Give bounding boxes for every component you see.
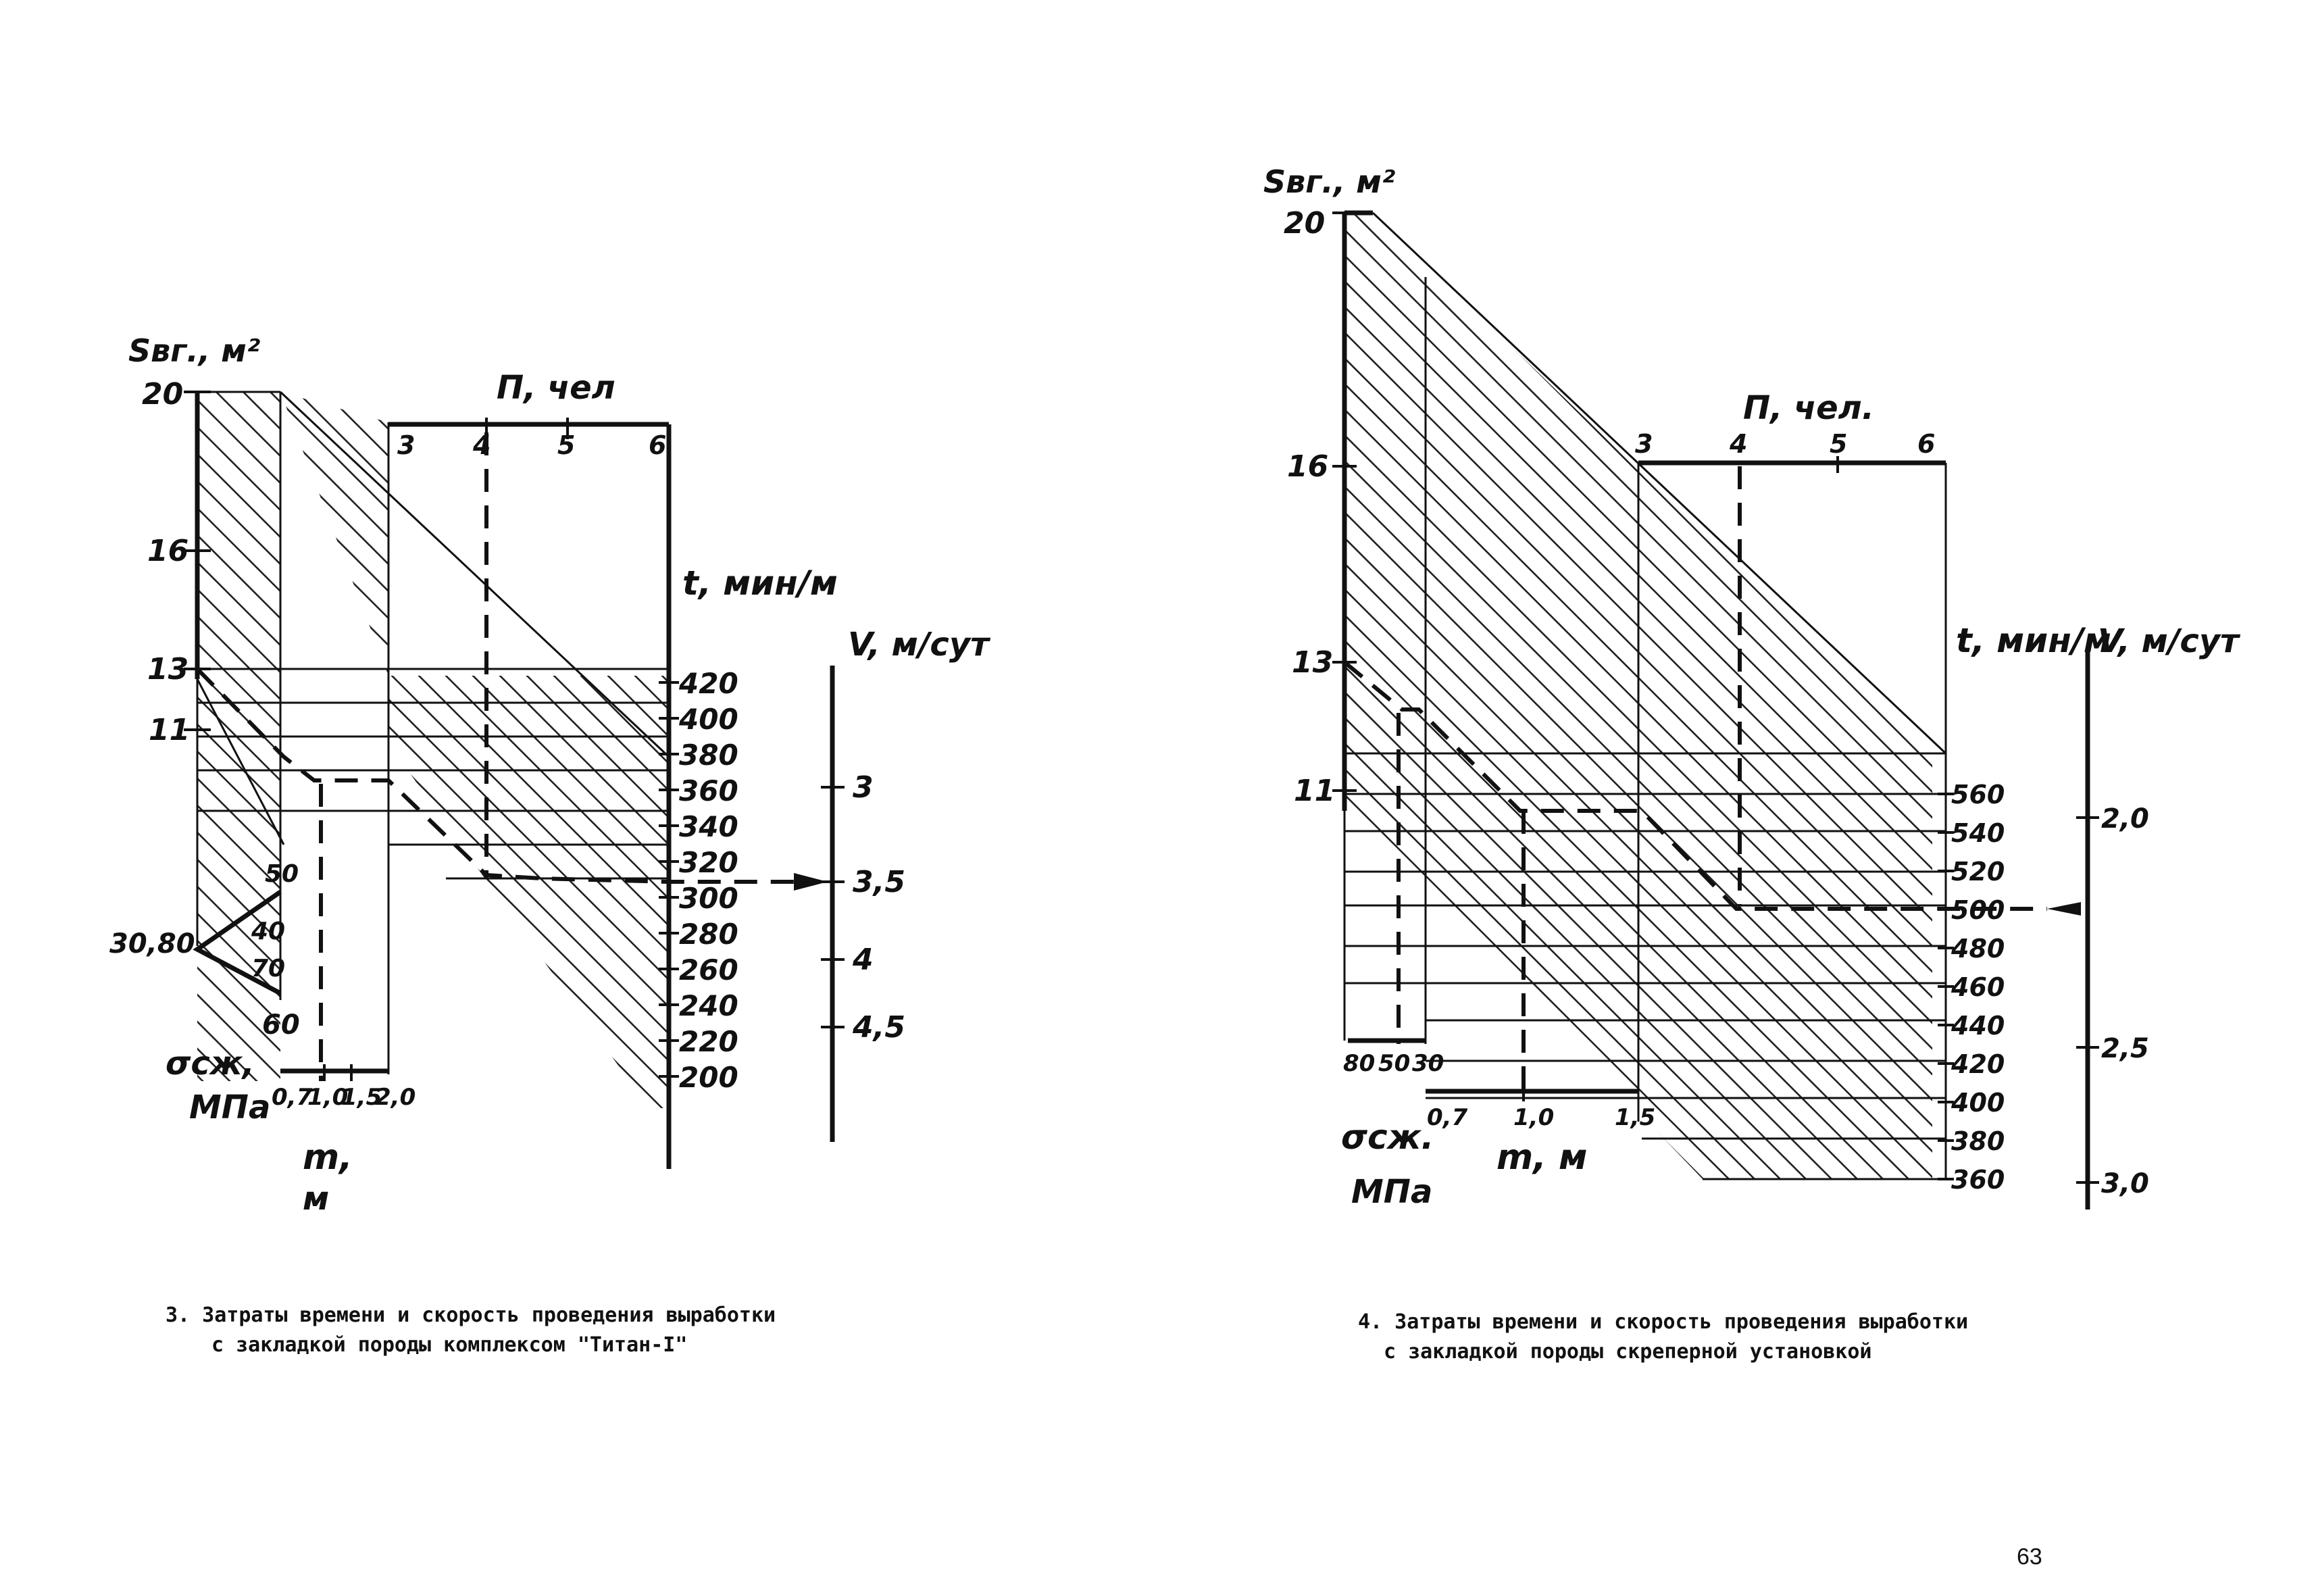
f3-sigma-value: 60	[262, 1009, 300, 1041]
f3-n-tick: 3	[397, 430, 416, 460]
caption-line: с закладкой породы комплексом "Титан-I"	[211, 1333, 688, 1357]
f4-v-tick: 2,5	[2101, 1033, 2149, 1064]
f3-sigma-value: 40	[251, 918, 286, 945]
f3-s-tick: 16	[147, 534, 189, 568]
f3-t-tick: 220	[679, 1025, 738, 1058]
f4-v-tick: 2,0	[2101, 803, 2149, 834]
f4-n-tick: 5	[1830, 429, 1848, 459]
f4-t-tick: 420	[1951, 1049, 2005, 1079]
f4-sigma-value: 50	[1378, 1050, 1411, 1077]
f4-m-tick: 1,0	[1513, 1104, 1555, 1131]
f3-t-tick: 320	[679, 846, 738, 879]
f4-n-label: П, чел.	[1743, 389, 1875, 427]
f3-t-tick: 340	[679, 810, 738, 843]
f4-t-tick: 380	[1951, 1126, 2005, 1156]
f3-t-label: t, мин/м	[682, 564, 838, 603]
f4-t-tick: 540	[1951, 818, 2005, 848]
f3-s-tick: 13	[147, 652, 189, 687]
f4-s-tick: 13	[1292, 645, 1334, 680]
f3-t-tick: 200	[679, 1061, 738, 1094]
f4-t-tick: 440	[1951, 1011, 2005, 1041]
f4-sigma-label: σсж.	[1341, 1118, 1434, 1157]
f4-s-tick: 16	[1287, 449, 1329, 484]
f4-n-tick: 6	[1917, 429, 1936, 459]
f4-m-tick: 0,7	[1427, 1104, 1468, 1131]
f4-s-tick: 11	[1294, 774, 1336, 808]
f3-t-tick: 280	[679, 918, 738, 951]
f4-t-tick: 520	[1951, 857, 2005, 887]
f3-v-tick: 4,5	[853, 1010, 905, 1045]
f3-m-tick: 0,7	[272, 1084, 313, 1111]
f4-n-tick: 4	[1730, 429, 1748, 459]
f3-sigma-label: σсж,	[166, 1045, 255, 1082]
f3-m-units: м	[303, 1180, 330, 1218]
f4-sigma-value: 30	[1412, 1050, 1444, 1077]
f4-m-tick: 1,5	[1615, 1104, 1656, 1131]
f3-n-tick: 4	[473, 430, 491, 460]
figure-3-caption	[166, 1301, 776, 1360]
f4-t-tick: 480	[1951, 934, 2005, 964]
f4-v-label: V, м/сут	[2098, 622, 2239, 660]
f3-m-label: m,	[303, 1137, 353, 1178]
f4-n-tick: 3	[1635, 429, 1653, 459]
f3-n-label: П, чел	[497, 369, 615, 407]
f3-t-tick: 420	[679, 667, 738, 700]
f3-t-tick: 380	[679, 739, 738, 772]
page-number: 63	[2017, 1544, 2042, 1570]
f4-arrow-head	[2047, 902, 2081, 916]
f3-sigma-value: 30,80	[109, 928, 195, 959]
f3-m-tick: 2,0	[375, 1084, 416, 1111]
caption-line: с закладкой породы скреперной установкой	[1384, 1340, 1872, 1364]
f3-v-tick: 3	[853, 770, 874, 805]
f4-sigma-value: 80	[1343, 1050, 1376, 1077]
f4-s-axis-label: Sвг., м²	[1263, 164, 1395, 200]
f3-t-tick: 260	[679, 953, 738, 987]
f4-m-label: m, м	[1496, 1137, 1588, 1178]
f3-n-tick: 5	[557, 430, 576, 460]
f3-s-tick: 20	[142, 377, 184, 412]
f3-v-tick: 4	[853, 943, 874, 977]
f4-t-tick: 360	[1951, 1165, 2005, 1195]
f3-arrow-head	[794, 873, 828, 891]
f3-t-tick: 240	[679, 989, 738, 1022]
f4-sigma-units: МПа	[1351, 1173, 1433, 1211]
f4-t-label: t, мин/м	[1956, 621, 2111, 660]
f3-sigma-value: 70	[251, 955, 286, 982]
f4-v-tick: 3,0	[2101, 1168, 2149, 1199]
f3-t-tick: 300	[679, 882, 738, 915]
f4-t-tick: 460	[1951, 972, 2005, 1002]
caption-line: 3. Затраты времени и скорость проведения выработки	[166, 1303, 776, 1327]
f3-s-axis-label: Sвг., м²	[128, 332, 260, 369]
f4-horizontal-lines	[1344, 753, 1946, 1139]
f3-sigma-units: МПа	[189, 1089, 271, 1126]
f4-s-tick: 20	[1284, 206, 1326, 241]
figure-4-caption	[1358, 1307, 1968, 1367]
f3-t-tick: 400	[679, 703, 738, 736]
f4-t-tick: 560	[1951, 780, 2005, 809]
f4-t-tick: 400	[1951, 1088, 2005, 1118]
f3-v-tick: 3,5	[853, 865, 905, 899]
f3-t-tick: 360	[679, 774, 738, 807]
f3-m-tick: 1,0	[307, 1084, 349, 1111]
f3-v-label: V, м/сут	[848, 626, 989, 664]
f3-sigma-value: 50	[265, 860, 299, 888]
f3-m-tick: 1,5	[341, 1084, 382, 1111]
caption-line: 4. Затраты времени и скорость проведения выработки	[1358, 1310, 1969, 1334]
f4-t-tick: 500	[1951, 895, 2005, 925]
f3-n-tick: 6	[649, 430, 667, 460]
f3-s-tick: 11	[149, 713, 191, 747]
